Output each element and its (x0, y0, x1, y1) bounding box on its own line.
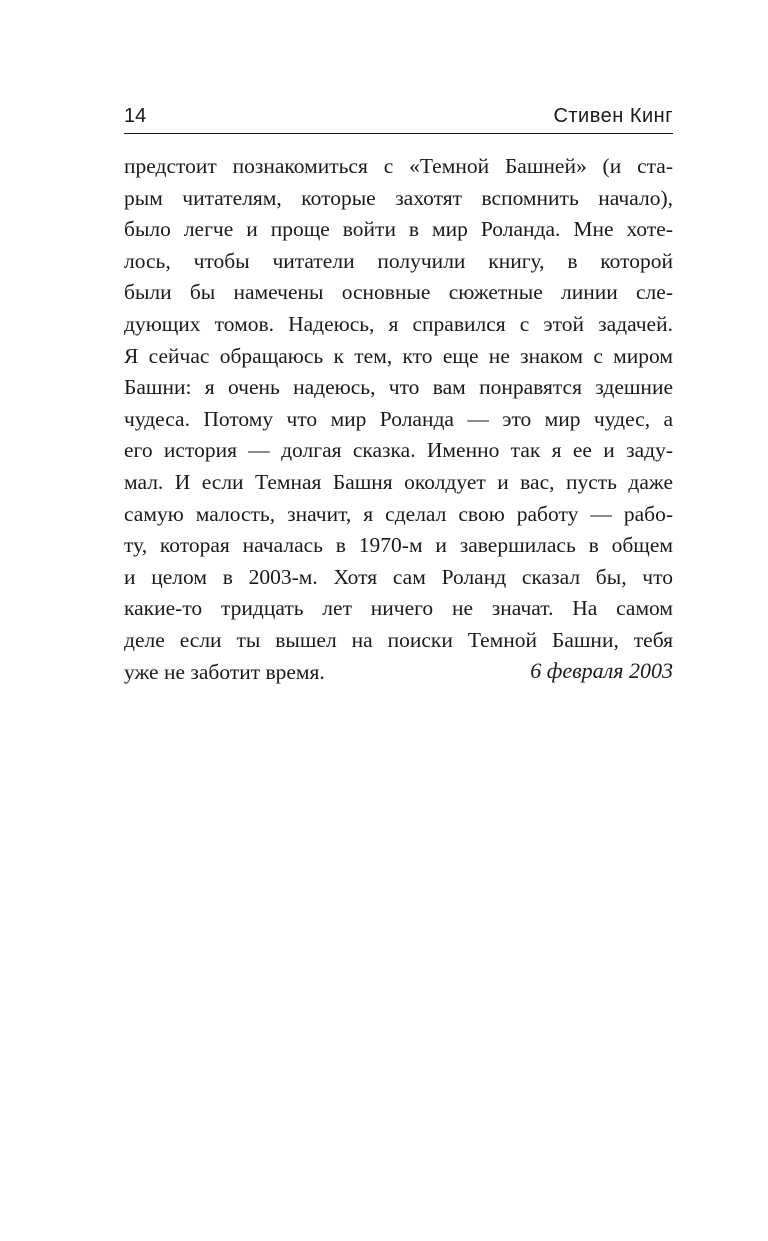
text-line: уже не заботит время. (124, 659, 325, 684)
page-number: 14 (124, 105, 147, 127)
text-line: рым читателям, которые захотят вспомнить начало), (124, 185, 673, 210)
text-line: какие-то тридцать лет ничего не значат. На самом (124, 596, 673, 621)
text-line: предстоит познакомиться с «Темной Башней» (и ста- (124, 154, 673, 178)
text-line: было легче и проще войти в мир Роланда. Мне хоте- (124, 217, 673, 242)
text-line: Я сейчас обращаюсь к тем, кто еще не знаком с миром (124, 343, 673, 368)
text-line: мал. И если Темная Башня околдует и вас, пусть даже (124, 469, 673, 494)
text-line: его история — долгая сказка. Именно так я ее и заду- (124, 438, 673, 463)
running-head-author: Стивен Кинг (553, 105, 673, 127)
text-line: самую малость, значит, я сделал свою работу — рабо- (124, 501, 673, 526)
text-line: Башни: я очень надеюсь, что вам понравятся здешние (124, 375, 673, 400)
header-divider (124, 133, 673, 134)
text-line: чудеса. Потому что мир Роланда — это мир чудес, а (124, 406, 673, 431)
page-header (124, 102, 673, 130)
text-line: деле если ты вышел на поиски Темной Башни, тебя (124, 627, 673, 652)
text-line: дующих томов. Надеюсь, я справился с этой задачей. (124, 311, 673, 336)
text-line: были бы намечены основные сюжетные линии сле- (124, 280, 673, 305)
signature-date: 6 февраля 2003 (530, 658, 673, 683)
text-line: ту, которая началась в 1970-м и завершилась в общем (124, 533, 673, 558)
text-line: и целом в 2003-м. Хотя сам Роланд сказал бы, что (124, 564, 673, 589)
text-line: лось, чтобы читатели получили книгу, в которой (124, 248, 673, 273)
body-paragraph (124, 151, 673, 688)
